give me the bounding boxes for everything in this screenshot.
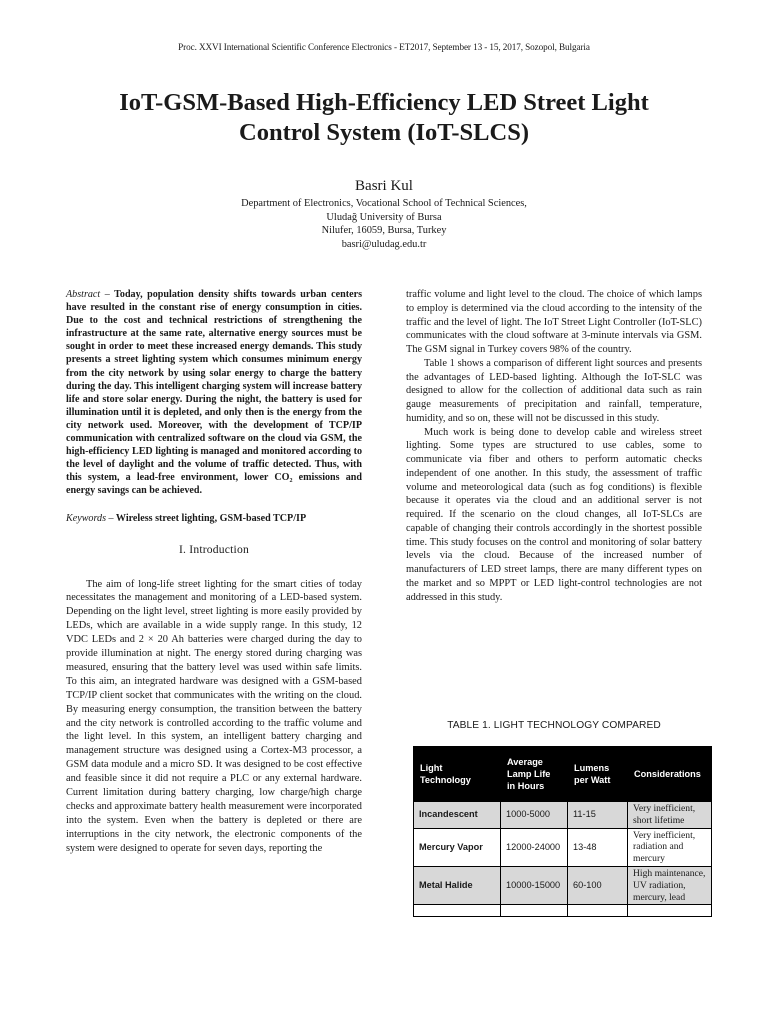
body-paragraph-1: traffic volume and light level to the cloud. The choice of which lamps to employ is determined via the cloud according to the intensity of the traffic and the level of light. The IoT Street Light Controller (IoT-SLC) communicates with the cloud software at 3-minute intervals via GSM. The GSM signal in Turkey covers 98% of the country. xyxy=(406,289,702,355)
affiliation-address: Nilufer, 16059, Bursa, Turkey xyxy=(321,225,447,237)
table-row xyxy=(414,802,712,829)
keywords xyxy=(66,512,362,525)
introduction-paragraph: The aim of long-life street lighting for the smart cities of today necessitates the management and monitoring of a LED-based system. Depending on the light level, street lighting is more easily provided by LEDs, which are available in a wide supply range. In this study, 12 VDC LEDs and 2 × 20 Ah batteries were charged during the day to provide illumination at night. The energy stored during charging was measured, ensuring that the battery level was used within safe limits. To this aim, an integrated hardware was designed with a GSM-based TCP/IP client socket that communicates with the writing on the cloud. By measuring energy consumption, the transition between the battery and the city network is controlled according to the traffic volume and the light level. In this system, an intelligent battery charging and management structure was designed using a Cortex-M3 processor, a GSM data module and a micro SD. It was designed to be cost effective and feasible since it did not require a PLC or any external hardware. Current limitation during battery charging, low charge/high charge checks and approximate battery health measurement were incorporated into the system. Even when the battery is depleted or there are interruptions in the city network, the electronic components of the system were designed to operate for seven days, reporting the xyxy=(66,578,362,854)
table-cell: 11-15 xyxy=(568,802,628,829)
author-name: Basri Kul xyxy=(355,178,413,194)
table-cell xyxy=(568,905,628,917)
header-lamp-life: Average Lamp Life in Hours xyxy=(501,747,568,802)
table-cell: 12000-24000 xyxy=(501,828,568,866)
table-caption: TABLE 1. LIGHT TECHNOLOGY COMPARED xyxy=(447,720,661,731)
table-cell: Incandescent xyxy=(414,802,501,829)
table-cell: High maintenance, UV radiation, mercury, lead xyxy=(628,866,712,904)
table-cell: Metal Halide xyxy=(414,866,501,904)
table-cell: Mercury Vapor xyxy=(414,828,501,866)
table-row xyxy=(414,828,712,866)
affiliation-university: Uludağ University of Bursa xyxy=(326,211,442,223)
table-cell: 13-48 xyxy=(568,828,628,866)
keywords-label: Keywords – xyxy=(66,512,114,524)
keywords-text: Wireless street lighting, GSM-based TCP/IP xyxy=(115,512,307,524)
affiliation-department: Department of Electronics, Vocational School of Technical Sciences, xyxy=(241,198,527,209)
table-cell: Very inefficient, radiation and mercury xyxy=(628,828,712,866)
table-header-row xyxy=(414,747,712,802)
abstract-text: Today, population density shifts towards urban centers have resulted in the constant rise of energy consumption in cities. Due to the cost and technical restrictions of strengthening the infrastructure at the same rate, alternative energy sources must be sought in order to meet these increased energy demands. This study presents a street lighting system which consumes minimum energy from the city network by using solar energy to charge the battery during the day. This intelligent charging system will increase battery life and store solar energy. During the night, the battery is used for illumination until it is depleted, and only then is the energy from the city network used. Moreover, with the development of TCP/IP communication with centralized software on the cloud via GSM, the high-efficiency LED lighting is managed and monitored according to the level of daylight and the volume of traffic detected. Thus, with this system, a lead-free environment, lower CO₂ emissions and energy savings can be achieved. xyxy=(66,289,362,497)
header-considerations: Considerations xyxy=(628,747,712,802)
table-cell xyxy=(501,905,568,917)
table-cell xyxy=(628,905,712,917)
header-light-technology: Light Technology xyxy=(414,747,501,802)
left-column xyxy=(66,288,362,856)
table-cell: 1000-5000 xyxy=(501,802,568,829)
table-cell: 10000-15000 xyxy=(501,866,568,904)
table-cell: 60-100 xyxy=(568,866,628,904)
table-row-empty xyxy=(414,905,712,917)
title-line-1: IoT-GSM-Based High-Efficiency LED Street Light xyxy=(119,89,649,116)
paper-title xyxy=(40,88,728,148)
author-email[interactable]: basri@uludag.edu.tr xyxy=(341,238,427,250)
header-lumens-per-watt: Lumens per Watt xyxy=(568,747,628,802)
abstract-label: Abstract – xyxy=(66,289,110,300)
section-heading-introduction: I. Introduction xyxy=(179,542,249,556)
table-cell xyxy=(414,905,501,917)
title-line-2: Control System (IoT-SLCS) xyxy=(239,119,529,146)
body-paragraph-2: Table 1 shows a comparison of different light sources and presents the advantages of LED-based lighting. Although the IoT-SLC was designed to allow for the collection of additional data such as rain gauge measurements of precipitation and rainfall, temperature, humidity, and so on, these will not be discussed in this study. xyxy=(406,357,702,424)
body-paragraph-3: Much work is being done to develop cable and wireless street lighting. Some types are structured to use cables, some to communicate via fiber and others to perform automatic checks independent of one another. In this study, the assessment of traffic volume and meteorological data (such as fog conditions) is flexible because it operates via the cloud and an additional server is not required. If the scenario on the cloud changes, all IoT-SLCs are capable of changing their controls accordingly in the shortest possible time. This study focuses on the control and monitoring of solar battery levels via the cloud. Because of the increased number of manufacturers of LED street lamps, there are many different types on the market and so MPPT or LED light-control technologies are not addressed in this study. xyxy=(406,426,702,603)
right-column xyxy=(406,288,702,604)
light-technology-table xyxy=(413,746,712,917)
table-cell: Very inefficient, short lifetime xyxy=(628,802,712,829)
affiliation-block xyxy=(0,197,768,251)
table-row xyxy=(414,866,712,904)
conference-header: Proc. XXVI International Scientific Conference Electronics - ET2017, September 13 - 15, 2017, Sozopol, Bulgaria xyxy=(178,42,590,52)
abstract xyxy=(66,288,362,498)
